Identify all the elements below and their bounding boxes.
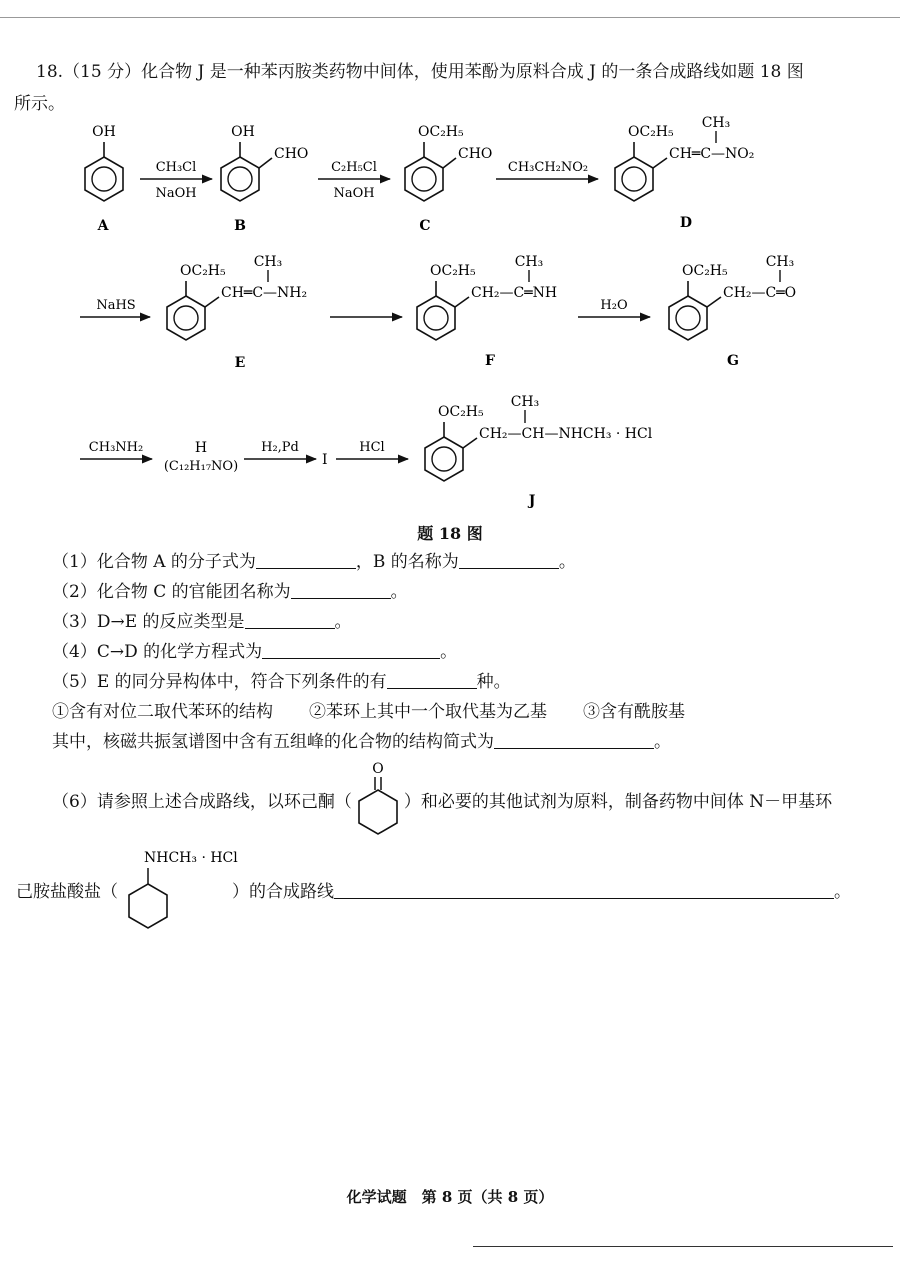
arrow-h-i: [244, 440, 316, 459]
q1-answer-blank-b[interactable]: [459, 550, 559, 569]
q5-condition-3: ③含有酰胺基: [583, 702, 685, 722]
compound-a: [85, 124, 123, 234]
q4-answer-blank[interactable]: [262, 640, 440, 659]
e-oc2h5-group: OC₂H₅: [180, 263, 226, 279]
question-2: [52, 580, 408, 604]
d-oc2h5-group: OC₂H₅: [628, 124, 674, 140]
c-cho-group: CHO: [458, 146, 493, 162]
arrow-c-d: [496, 160, 598, 179]
label-a: A: [97, 218, 109, 234]
arrow-b-c: [318, 160, 390, 201]
reagent-ch3cl: CH₃Cl: [155, 160, 197, 175]
q6b-text-a: 己胺盐酸盐（: [16, 882, 118, 902]
q5b-text-a: 其中，核磁共振氢谱图中含有五组峰的化合物的结构简式为: [52, 732, 494, 752]
label-d: D: [679, 215, 693, 231]
compound-h: [164, 440, 238, 474]
label-g: G: [727, 353, 739, 369]
q2-answer-blank[interactable]: [291, 580, 391, 599]
question-1: [52, 550, 576, 574]
q5-answer-blank[interactable]: [387, 670, 477, 689]
a-oh-group: OH: [92, 124, 116, 140]
d-side-chain: CH═C—NO₂: [669, 146, 755, 162]
q1-text-c: 。: [558, 552, 576, 572]
q4-text-a: （4）C→D 的化学方程式为: [52, 642, 263, 662]
q6b-text-c: 。: [834, 882, 851, 902]
c-oc2h5-group: OC₂H₅: [418, 124, 464, 140]
j-oc2h5-group: OC₂H₅: [438, 404, 484, 420]
q5-text-b: 种。: [476, 672, 511, 692]
q5b-text-b: 。: [654, 732, 671, 752]
arrow-g-h: [80, 440, 152, 459]
b-oh-group: OH: [231, 124, 255, 140]
q3-text-b: 。: [334, 612, 352, 632]
label-j: J: [528, 493, 536, 509]
ketone-oxygen: O: [372, 761, 384, 777]
question-4: [52, 640, 457, 664]
label-b: B: [234, 218, 246, 234]
question-3: [52, 610, 352, 634]
label-h: H: [194, 440, 208, 456]
reagent-naoh-2: NaOH: [333, 186, 375, 201]
arrow-i-j: [336, 440, 408, 459]
reagent-c2h5cl: C₂H₅Cl: [331, 160, 377, 175]
j-side-chain: CH₂—CH—NHCH₃ · HCl: [479, 426, 653, 442]
figure-caption: 题 18 图: [417, 524, 483, 543]
bottom-rule: [473, 1246, 893, 1247]
q6b-text-b: ）的合成路线: [232, 882, 334, 902]
synthesis-scheme: [0, 0, 900, 520]
f-ch3-group: CH₃: [514, 254, 544, 270]
reagent-hcl: HCl: [359, 440, 385, 455]
reagent-h2-pd: H₂,Pd: [261, 440, 299, 455]
question-6: [52, 790, 832, 814]
label-e: E: [234, 355, 246, 371]
question-5-followup: [52, 730, 671, 754]
question-5-conditions: [52, 700, 685, 724]
q1-text-a: （1）化合物 A 的分子式为: [52, 552, 256, 572]
f-oc2h5-group: OC₂H₅: [430, 263, 476, 279]
e-side-chain: CH═C—NH₂: [221, 285, 308, 301]
intro-line-2: 所示。: [14, 94, 65, 114]
label-f: F: [485, 353, 495, 369]
reagent-h2o: H₂O: [600, 298, 628, 313]
compound-e: [167, 254, 307, 371]
q6-text-a: （6）请参照上述合成路线，以环己酮（: [52, 792, 352, 812]
g-ch3-group: CH₃: [765, 254, 795, 270]
page-footer: 化学试题 第 8 页（共 8 页）: [346, 1188, 554, 1206]
q6-answer-blank[interactable]: [334, 880, 834, 899]
q3-answer-blank[interactable]: [245, 610, 335, 629]
q1-text-b: ，B 的名称为: [355, 552, 459, 572]
compound-j: [425, 394, 653, 509]
h-formula: (C₁₂H₁₇NO): [163, 459, 239, 474]
g-oc2h5-group: OC₂H₅: [682, 263, 728, 279]
g-side-chain: CH₂—C═O: [723, 285, 797, 301]
compound-d: [615, 115, 754, 231]
q4-text-b: 。: [440, 642, 458, 662]
reagent-ch3nh2: CH₃NH₂: [88, 440, 144, 455]
q1-answer-blank-a[interactable]: [256, 550, 356, 569]
q5b-answer-blank[interactable]: [494, 730, 654, 749]
cyclohexanone-structure: [348, 758, 408, 838]
d-ch3-group: CH₃: [701, 115, 731, 131]
q2-text-a: （2）化合物 C 的官能团名称为: [52, 582, 291, 602]
q5-condition-2: ②苯环上其中一个取代基为乙基: [309, 702, 547, 722]
arrow-d-e: [80, 298, 150, 317]
reagent-naoh-1: NaOH: [155, 186, 197, 201]
compound-g: [669, 254, 796, 369]
arrow-a-b: [140, 160, 212, 201]
amine-salt-group: NHCH₃ · HCl: [144, 850, 238, 866]
label-c: C: [419, 218, 431, 234]
q3-text-a: （3）D→E 的反应类型是: [52, 612, 245, 632]
compound-f: [417, 254, 557, 369]
reagent-ch3ch2no2: CH₃CH₂NO₂: [507, 160, 589, 175]
b-cho-group: CHO: [274, 146, 309, 162]
f-side-chain: CH₂—C═NH: [471, 285, 558, 301]
compound-b: [221, 124, 308, 234]
compound-c: [405, 124, 492, 234]
q2-text-b: 。: [390, 582, 408, 602]
arrow-f-g: [578, 298, 650, 317]
j-ch3-group: CH₃: [510, 394, 540, 410]
q5-text-a: （5）E 的同分异构体中，符合下列条件的有: [52, 672, 387, 692]
question-5: [52, 670, 511, 694]
n-methylcyclohexylamine-hcl-structure: [114, 840, 264, 940]
compound-i: I: [322, 452, 328, 468]
e-ch3-group: CH₃: [253, 254, 283, 270]
q5-condition-1: ①含有对位二取代苯环的结构: [52, 702, 273, 722]
intro-line-1: 18.（15 分）化合物 J 是一种苯丙胺类药物中间体，使用苯酚为原料合成 J 的一条合成路线如题 18 图: [36, 62, 804, 82]
reagent-nahs: NaHS: [96, 298, 136, 313]
q6-text-b: ）和必要的其他试剂为原料，制备药物中间体 N－甲基环: [403, 792, 833, 812]
